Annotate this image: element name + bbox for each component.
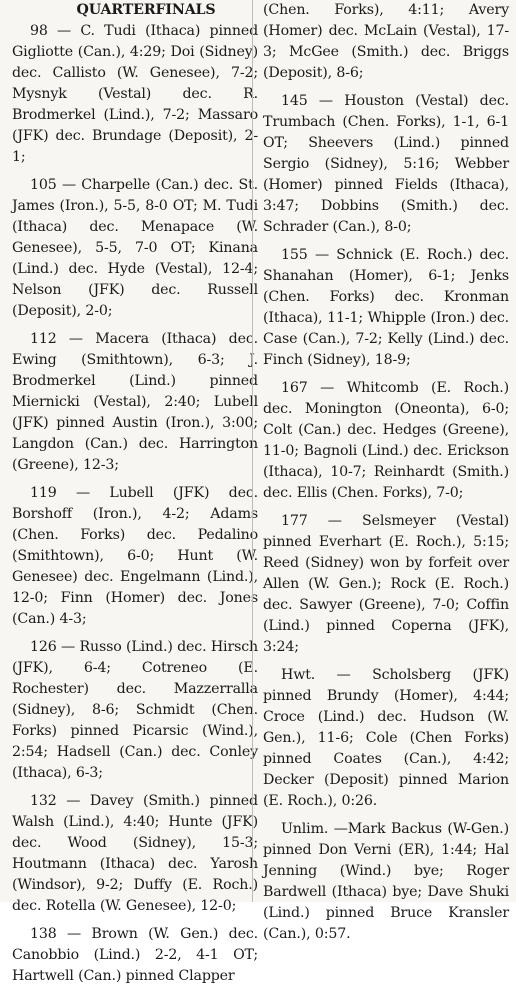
results-unlimited: Unlim. —Mark Backus (W-Gen.) pinned Don Verni (ER), 1:44; Hal Jenning (Wind.) bye; Roger Bardwell (Ithaca) bye; Dave Shuki (Lind.) pinned Bruce Kransler (Can.), 0:57. <box>263 821 509 942</box>
results-126: 126 — Russo (Lind.) dec. Hirsch (JFK), 6-4; Cotreneo (E. Rochester) dec. Mazzerralla (Sidney), 8-6; Schmidt (Chen. Forks) pinned Picarsic (Wind.), 2:54; Hadsell (Can.) dec. Conley (Ithaca), 6-3; <box>12 639 258 781</box>
results-112: 112 — Macera (Ithaca) dec. Ewing (Smithtown), 6-3; J. Brodmerkel (Lind.) pinned Miernicki (Vestal), 2:40; Lubell (JFK) pinned Austin (Iron.), 3:00; Langdon (Can.) dec. Harrington (Greene), 12-3; <box>12 331 258 473</box>
section-heading: QUARTERFINALS <box>76 2 216 18</box>
results-167: 167 — Whitcomb (E. Roch.) dec. Monington (Oneonta), 6-0; Colt (Can.) dec. Hedges (Greene), 11-0; Bagnoli (Lind.) dec. Erickson (Ithaca), 10-7; Reinhardt (Smith.) dec. Ellis (Chen. Forks), 7-0; <box>263 380 509 501</box>
results-119: 119 — Lubell (JFK) dec. Borshoff (Iron.), 4-2; Adams (Chen. Forks) dec. Pedalino (Smithtown), 6-0; Hunt (W. Genesee) dec. Engelmann (Lind.), 12-0; Finn (Homer) dec. Jones (Can.) 4-3; <box>12 485 258 627</box>
right-column <box>263 0 509 945</box>
results-98: 98 — C. Tudi (Ithaca) pinned Gigliotte (Can.), 4:29; Doi (Sidney) dec. Callisto (W. Genesee), 7-2; Mysnyk (Vestal) dec. R. Brodmerkel (Lind.), 7-2; Massaro (JFK) dec. Brundage (Deposit), 2-1; <box>12 23 258 165</box>
column-divider <box>252 0 253 902</box>
results-145: 145 — Houston (Vestal) dec. Trumbach (Chen. Forks), 1-1, 6-1 OT; Sheevers (Lind.) pinned Sergio (Sidney), 5:16; Webber (Homer) pinned Fields (Ithaca), 3:47; Dobbins (Smith.) dec. Schrader (Can.), 8-0; <box>263 93 509 235</box>
results-138: 138 — Brown (W. Gen.) dec. Canobbio (Lind.) 2-2, 4-1 OT; Hartwell (Can.) pinned Clapper <box>12 926 258 984</box>
results-177: 177 — Selsmeyer (Vestal) pinned Everhart (E. Roch.), 5:15; Reed (Sidney) won by forfeit over Allen (W. Gen.); Rock (E. Roch.) dec. Sawyer (Greene), 7-0; Coffin (Lind.) pinned Coperna (JFK), 3:24; <box>263 513 509 655</box>
results-heavyweight: Hwt. — Scholsberg (JFK) pinned Brundy (Homer), 4:44; Croce (Lind.) dec. Hudson (W. Gen.), 11-6; Cole (Chen Forks) pinned Coates (Can.), 4:42; Decker (Deposit) pinned Marion (E. Roch.), 0:26. <box>263 667 509 809</box>
left-column <box>12 0 258 987</box>
results-105: 105 — Charpelle (Can.) dec. St. James (Iron.), 5-5, 8-0 OT; M. Tudi (Ithaca) dec. Menapace (W. Genesee), 5-5, 7-0 OT; Kinana (Lind.) dec. Hyde (Vestal), 12-4; Nelson (JFK) dec. Russell (Deposit), 2-0; <box>12 177 258 319</box>
results-132: 132 — Davey (Smith.) pinned Walsh (Lind.), 4:40; Hunte (JFK) dec. Wood (Sidney), 15-3; Houtmann (Ithaca) dec. Yarosh (Windsor), 9-2; Duffy (E. Roch.) dec. Rotella (W. Genesee), 12-0; <box>12 793 258 914</box>
results-138-continued: (Chen. Forks), 4:11; Avery (Homer) dec. McLain (Vestal), 17-3; McGee (Smith.) dec. Briggs (Deposit), 8-6; <box>263 2 509 81</box>
results-155: 155 — Schnick (E. Roch.) dec. Shanahan (Homer), 6-1; Jenks (Chen. Forks) dec. Kronman (Ithaca), 11-1; Whipple (Iron.) dec. Case (Can.), 7-2; Kelly (Lind.) dec. Finch (Sidney), 18-9; <box>263 247 509 368</box>
